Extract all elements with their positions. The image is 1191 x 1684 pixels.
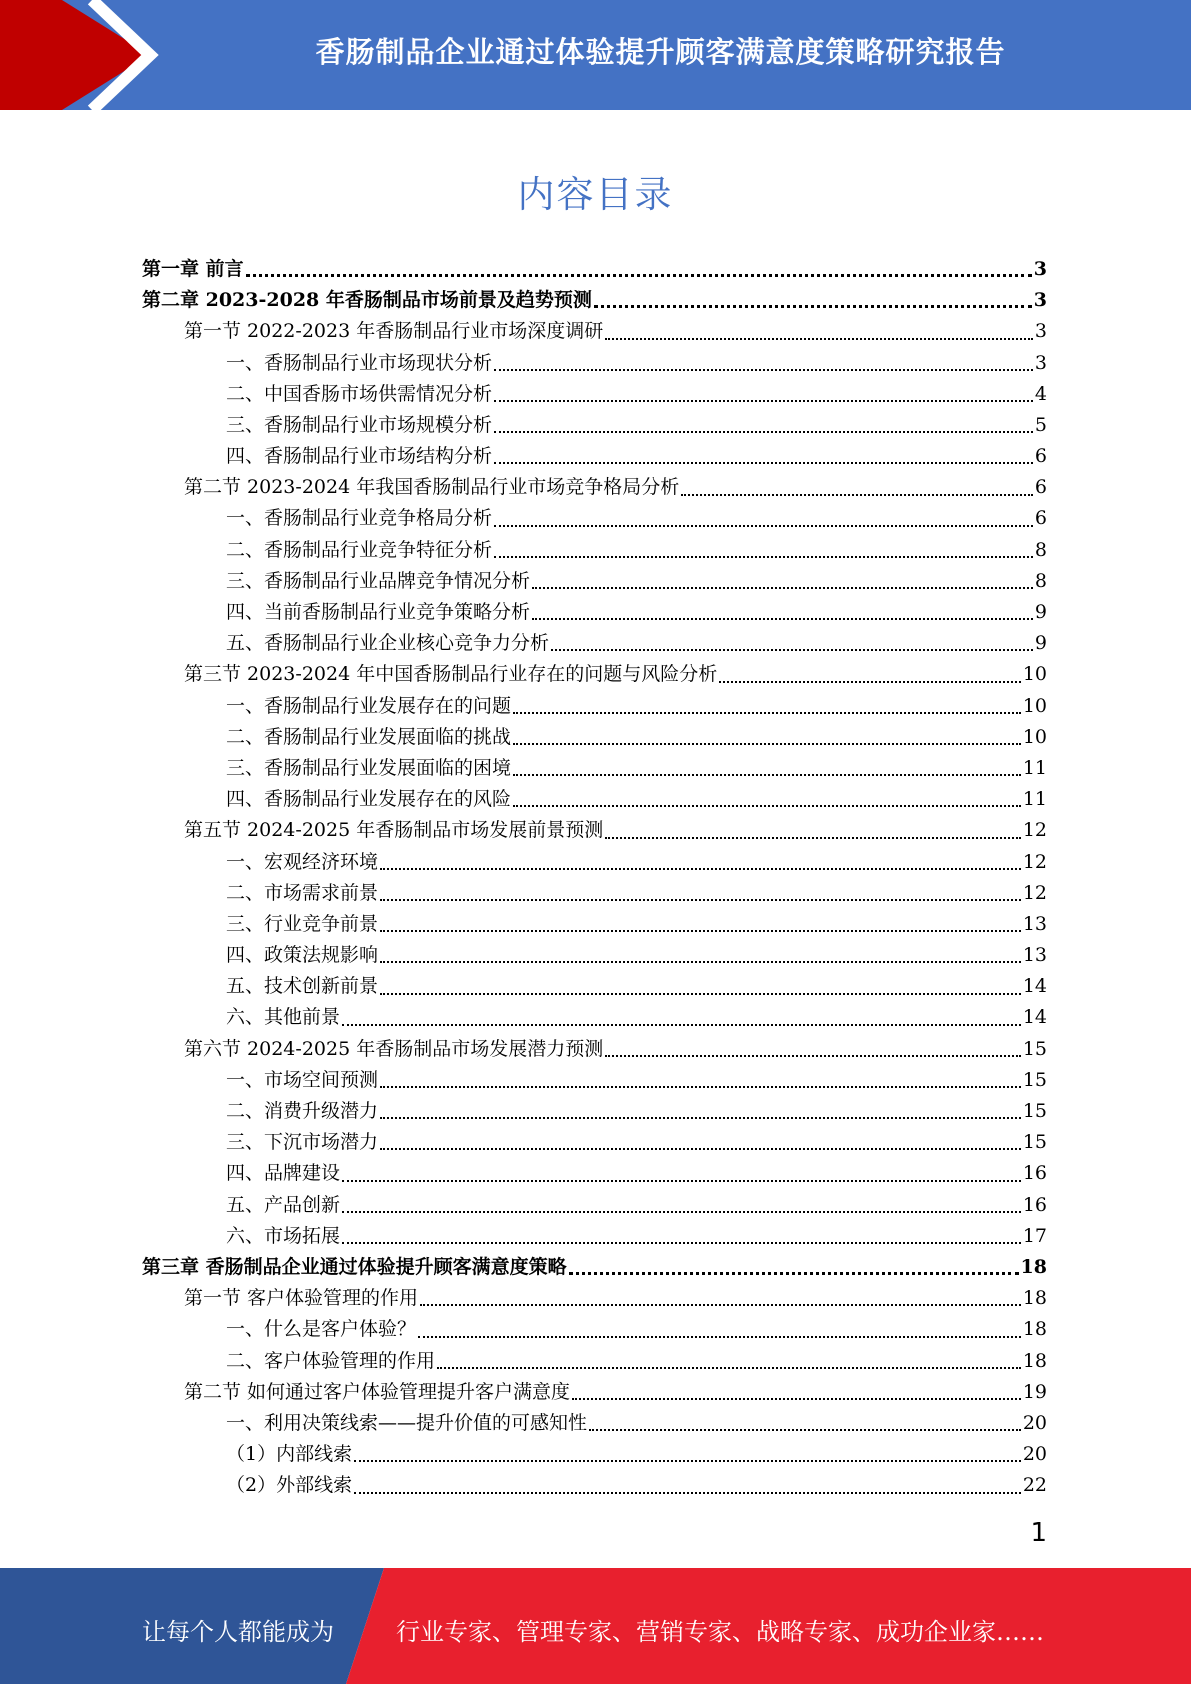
toc-entry-title: 第一节 2022-2023 年香肠制品行业市场深度调研 xyxy=(184,320,604,343)
toc-entry[interactable] xyxy=(142,1127,1047,1158)
toc-leader-dots xyxy=(494,462,1033,464)
toc-leader-dots xyxy=(380,961,1021,963)
toc-entry-page: 18 xyxy=(1022,1349,1047,1372)
toc-leader-dots xyxy=(380,899,1021,901)
toc-entry-page: 6 xyxy=(1034,476,1047,499)
toc-entry[interactable] xyxy=(142,1346,1047,1377)
toc-entry-title: 六、其他前景 xyxy=(226,1006,341,1029)
toc-entry[interactable] xyxy=(142,316,1047,347)
toc-leader-dots xyxy=(513,774,1021,776)
toc-entry-title: 第二节 如何通过客户体验管理提升客户满意度 xyxy=(184,1380,571,1403)
toc-leader-dots xyxy=(380,1148,1021,1150)
toc-entry[interactable] xyxy=(142,535,1047,566)
toc-entry-title: 二、市场需求前景 xyxy=(226,881,379,904)
toc-entry-page: 8 xyxy=(1034,569,1047,592)
toc-entry-title: 三、香肠制品行业市场规模分析 xyxy=(226,413,493,436)
toc-entry-title: 一、市场空间预测 xyxy=(226,1068,379,1091)
toc-entry[interactable] xyxy=(142,348,1047,379)
toc-entry-page: 15 xyxy=(1022,1037,1047,1060)
toc-entry-title: 二、消费升级潜力 xyxy=(226,1100,379,1123)
page-number: 1 xyxy=(1030,1518,1047,1548)
toc-leader-dots xyxy=(342,1242,1021,1244)
toc-entry-page: 22 xyxy=(1022,1474,1047,1497)
toc-entry-title: 三、香肠制品行业发展面临的困境 xyxy=(226,756,512,779)
table-of-contents xyxy=(142,254,1047,1502)
toc-leader-dots xyxy=(605,338,1033,340)
toc-leader-dots xyxy=(342,1024,1021,1026)
toc-entry-title: 五、技术创新前景 xyxy=(226,975,379,998)
toc-leader-dots xyxy=(532,587,1033,589)
toc-leader-dots xyxy=(594,305,1032,308)
toc-entry-page: 15 xyxy=(1022,1131,1047,1154)
toc-leader-dots xyxy=(494,400,1033,402)
toc-entry-title: （1）内部线索 xyxy=(226,1443,353,1466)
toc-entry[interactable] xyxy=(142,878,1047,909)
toc-entry-title: 三、香肠制品行业品牌竞争情况分析 xyxy=(226,569,531,592)
toc-entry-page: 15 xyxy=(1022,1068,1047,1091)
toc-leader-dots xyxy=(380,868,1021,870)
toc-entry[interactable] xyxy=(142,1252,1047,1283)
toc-entry[interactable] xyxy=(142,659,1047,690)
toc-entry-page: 13 xyxy=(1022,944,1047,967)
toc-entry[interactable] xyxy=(142,628,1047,659)
toc-entry-title: 四、香肠制品行业发展存在的风险 xyxy=(226,788,512,811)
toc-entry-title: 第二节 2023-2024 年我国香肠制品行业市场竞争格局分析 xyxy=(184,476,680,499)
toc-entry-page: 9 xyxy=(1034,632,1047,655)
report-title: 香肠制品企业通过体验提升顾客满意度策略研究报告 xyxy=(315,35,1006,69)
toc-entry-page: 3 xyxy=(1034,320,1047,343)
toc-entry[interactable] xyxy=(142,1314,1047,1345)
toc-entry-page: 16 xyxy=(1022,1193,1047,1216)
toc-entry-title: 一、宏观经济环境 xyxy=(226,850,379,873)
toc-leader-dots xyxy=(513,712,1021,714)
toc-leader-dots xyxy=(418,1336,1021,1338)
toc-entry-page: 14 xyxy=(1022,1006,1047,1029)
footer-expert-list: 行业专家、管理专家、营销专家、战略专家、成功企业家…… xyxy=(396,1618,1044,1646)
toc-entry-title: 六、市场拓展 xyxy=(226,1224,341,1247)
toc-entry-page: 4 xyxy=(1034,382,1047,405)
toc-leader-dots xyxy=(380,1086,1021,1088)
toc-leader-dots xyxy=(354,1460,1021,1462)
toc-entry-page: 15 xyxy=(1022,1100,1047,1123)
toc-entry-title: 四、政策法规影响 xyxy=(226,944,379,967)
toc-entry-page: 18 xyxy=(1022,1287,1047,1310)
toc-entry-title: 第三节 2023-2024 年中国香肠制品行业存在的问题与风险分析 xyxy=(184,663,718,686)
toc-entry[interactable] xyxy=(142,1158,1047,1189)
toc-entry[interactable] xyxy=(142,940,1047,971)
toc-entry-title: （2）外部线索 xyxy=(226,1474,353,1497)
toc-entry-title: 一、什么是客户体验？ xyxy=(226,1318,417,1341)
toc-leader-dots xyxy=(342,1180,1021,1182)
toc-entry[interactable] xyxy=(142,1470,1047,1501)
toc-entry-title: 四、当前香肠制品行业竞争策略分析 xyxy=(226,601,531,624)
toc-entry[interactable] xyxy=(142,1034,1047,1065)
toc-entry-title: 一、香肠制品行业竞争格局分析 xyxy=(226,507,493,530)
toc-leader-dots xyxy=(532,618,1033,620)
toc-entry[interactable] xyxy=(142,909,1047,940)
toc-entry-page: 17 xyxy=(1022,1224,1047,1247)
toc-entry-page: 13 xyxy=(1022,912,1047,935)
toc-entry[interactable] xyxy=(142,504,1047,535)
toc-leader-dots xyxy=(494,431,1033,433)
toc-entry-page: 12 xyxy=(1022,850,1047,873)
toc-entry[interactable] xyxy=(142,1283,1047,1314)
toc-entry-page: 6 xyxy=(1034,445,1047,468)
footer-banner xyxy=(0,1568,1191,1684)
toc-entry-title: 一、香肠制品行业发展存在的问题 xyxy=(226,694,512,717)
toc-entry[interactable] xyxy=(142,971,1047,1002)
toc-entry[interactable] xyxy=(142,1221,1047,1252)
toc-leader-dots xyxy=(569,1272,1019,1275)
toc-entry-title: 三、下沉市场潜力 xyxy=(226,1131,379,1154)
toc-entry-page: 9 xyxy=(1034,601,1047,624)
toc-leader-dots xyxy=(551,649,1033,651)
toc-entry-title: 五、产品创新 xyxy=(226,1193,341,1216)
toc-leader-dots xyxy=(354,1492,1021,1494)
toc-leader-dots xyxy=(681,494,1033,496)
toc-entry-title: 二、香肠制品行业竞争特征分析 xyxy=(226,538,493,561)
toc-entry[interactable] xyxy=(142,379,1047,410)
toc-entry[interactable] xyxy=(142,722,1047,753)
toc-entry[interactable] xyxy=(142,1190,1047,1221)
toc-entry[interactable] xyxy=(142,1408,1047,1439)
toc-entry-title: 四、品牌建设 xyxy=(226,1162,341,1185)
toc-entry-page: 11 xyxy=(1022,756,1047,779)
toc-entry[interactable] xyxy=(142,1096,1047,1127)
toc-entry-title: 第六节 2024-2025 年香肠制品市场发展潜力预测 xyxy=(184,1037,604,1060)
toc-leader-dots xyxy=(494,556,1033,558)
toc-leader-dots xyxy=(342,1211,1021,1213)
toc-entry[interactable] xyxy=(142,566,1047,597)
toc-leader-dots xyxy=(380,930,1021,932)
toc-entry[interactable] xyxy=(142,784,1047,815)
toc-entry-page: 18 xyxy=(1020,1255,1047,1278)
toc-leader-dots xyxy=(513,805,1021,807)
toc-entry-page: 11 xyxy=(1022,788,1047,811)
toc-entry-title: 二、中国香肠市场供需情况分析 xyxy=(226,382,493,405)
toc-leader-dots xyxy=(572,1398,1021,1400)
toc-entry-title: 三、行业竞争前景 xyxy=(226,912,379,935)
toc-entry-page: 8 xyxy=(1034,538,1047,561)
toc-entry-page: 16 xyxy=(1022,1162,1047,1185)
toc-entry-title: 第一节 客户体验管理的作用 xyxy=(184,1287,419,1310)
toc-leader-dots xyxy=(589,1429,1021,1431)
toc-leader-dots xyxy=(246,274,1032,277)
toc-entry-title: 四、香肠制品行业市场结构分析 xyxy=(226,445,493,468)
toc-entry[interactable] xyxy=(142,441,1047,472)
toc-entry[interactable] xyxy=(142,691,1047,722)
toc-entry[interactable] xyxy=(142,1439,1047,1470)
toc-entry-page: 18 xyxy=(1022,1318,1047,1341)
toc-entry-page: 6 xyxy=(1034,507,1047,530)
toc-entry[interactable] xyxy=(142,815,1047,846)
toc-entry-page: 19 xyxy=(1022,1380,1047,1403)
toc-entry[interactable] xyxy=(142,753,1047,784)
toc-entry-page: 12 xyxy=(1022,819,1047,842)
toc-entry-page: 3 xyxy=(1033,289,1047,312)
toc-entry[interactable] xyxy=(142,597,1047,628)
toc-entry[interactable] xyxy=(142,472,1047,503)
toc-entry[interactable] xyxy=(142,254,1047,285)
toc-entry-title: 第一章 前言 xyxy=(142,257,244,280)
toc-entry-page: 20 xyxy=(1022,1443,1047,1466)
toc-entry-page: 20 xyxy=(1022,1411,1047,1434)
toc-entry-title: 五、香肠制品行业企业核心竞争力分析 xyxy=(226,632,550,655)
header-banner xyxy=(0,0,1191,110)
toc-leader-dots xyxy=(605,837,1021,839)
toc-leader-dots xyxy=(494,369,1033,371)
toc-leader-dots xyxy=(420,1304,1021,1306)
toc-entry-page: 10 xyxy=(1022,725,1047,748)
toc-entry-page: 3 xyxy=(1033,257,1047,280)
toc-heading: 内容目录 xyxy=(517,173,674,216)
toc-entry[interactable] xyxy=(142,1377,1047,1408)
toc-entry[interactable] xyxy=(142,1065,1047,1096)
toc-entry-title: 第二章 2023-2028 年香肠制品市场前景及趋势预测 xyxy=(142,289,592,312)
toc-entry-page: 10 xyxy=(1022,694,1047,717)
toc-entry-title: 一、利用决策线索——提升价值的可感知性 xyxy=(226,1411,588,1434)
toc-entry-page: 5 xyxy=(1034,413,1047,436)
toc-entry-page: 14 xyxy=(1022,975,1047,998)
toc-leader-dots xyxy=(494,525,1033,527)
toc-entry[interactable] xyxy=(142,410,1047,441)
footer-slogan: 让每个人都能成为 xyxy=(142,1618,334,1646)
toc-entry[interactable] xyxy=(142,1003,1047,1034)
toc-entry-title: 第三章 香肠制品企业通过体验提升顾客满意度策略 xyxy=(142,1255,567,1278)
toc-entry-title: 第五节 2024-2025 年香肠制品市场发展前景预测 xyxy=(184,819,604,842)
toc-entry-page: 10 xyxy=(1022,663,1047,686)
toc-leader-dots xyxy=(719,681,1021,683)
toc-leader-dots xyxy=(605,1055,1021,1057)
toc-leader-dots xyxy=(437,1367,1021,1369)
toc-entry-page: 12 xyxy=(1022,881,1047,904)
toc-entry[interactable] xyxy=(142,285,1047,316)
toc-entry[interactable] xyxy=(142,847,1047,878)
toc-leader-dots xyxy=(380,993,1021,995)
toc-entry-title: 一、香肠制品行业市场现状分析 xyxy=(226,351,493,374)
toc-leader-dots xyxy=(380,1117,1021,1119)
toc-entry-page: 3 xyxy=(1034,351,1047,374)
toc-entry-title: 二、客户体验管理的作用 xyxy=(226,1349,436,1372)
toc-leader-dots xyxy=(513,743,1021,745)
toc-entry-title: 二、香肠制品行业发展面临的挑战 xyxy=(226,725,512,748)
